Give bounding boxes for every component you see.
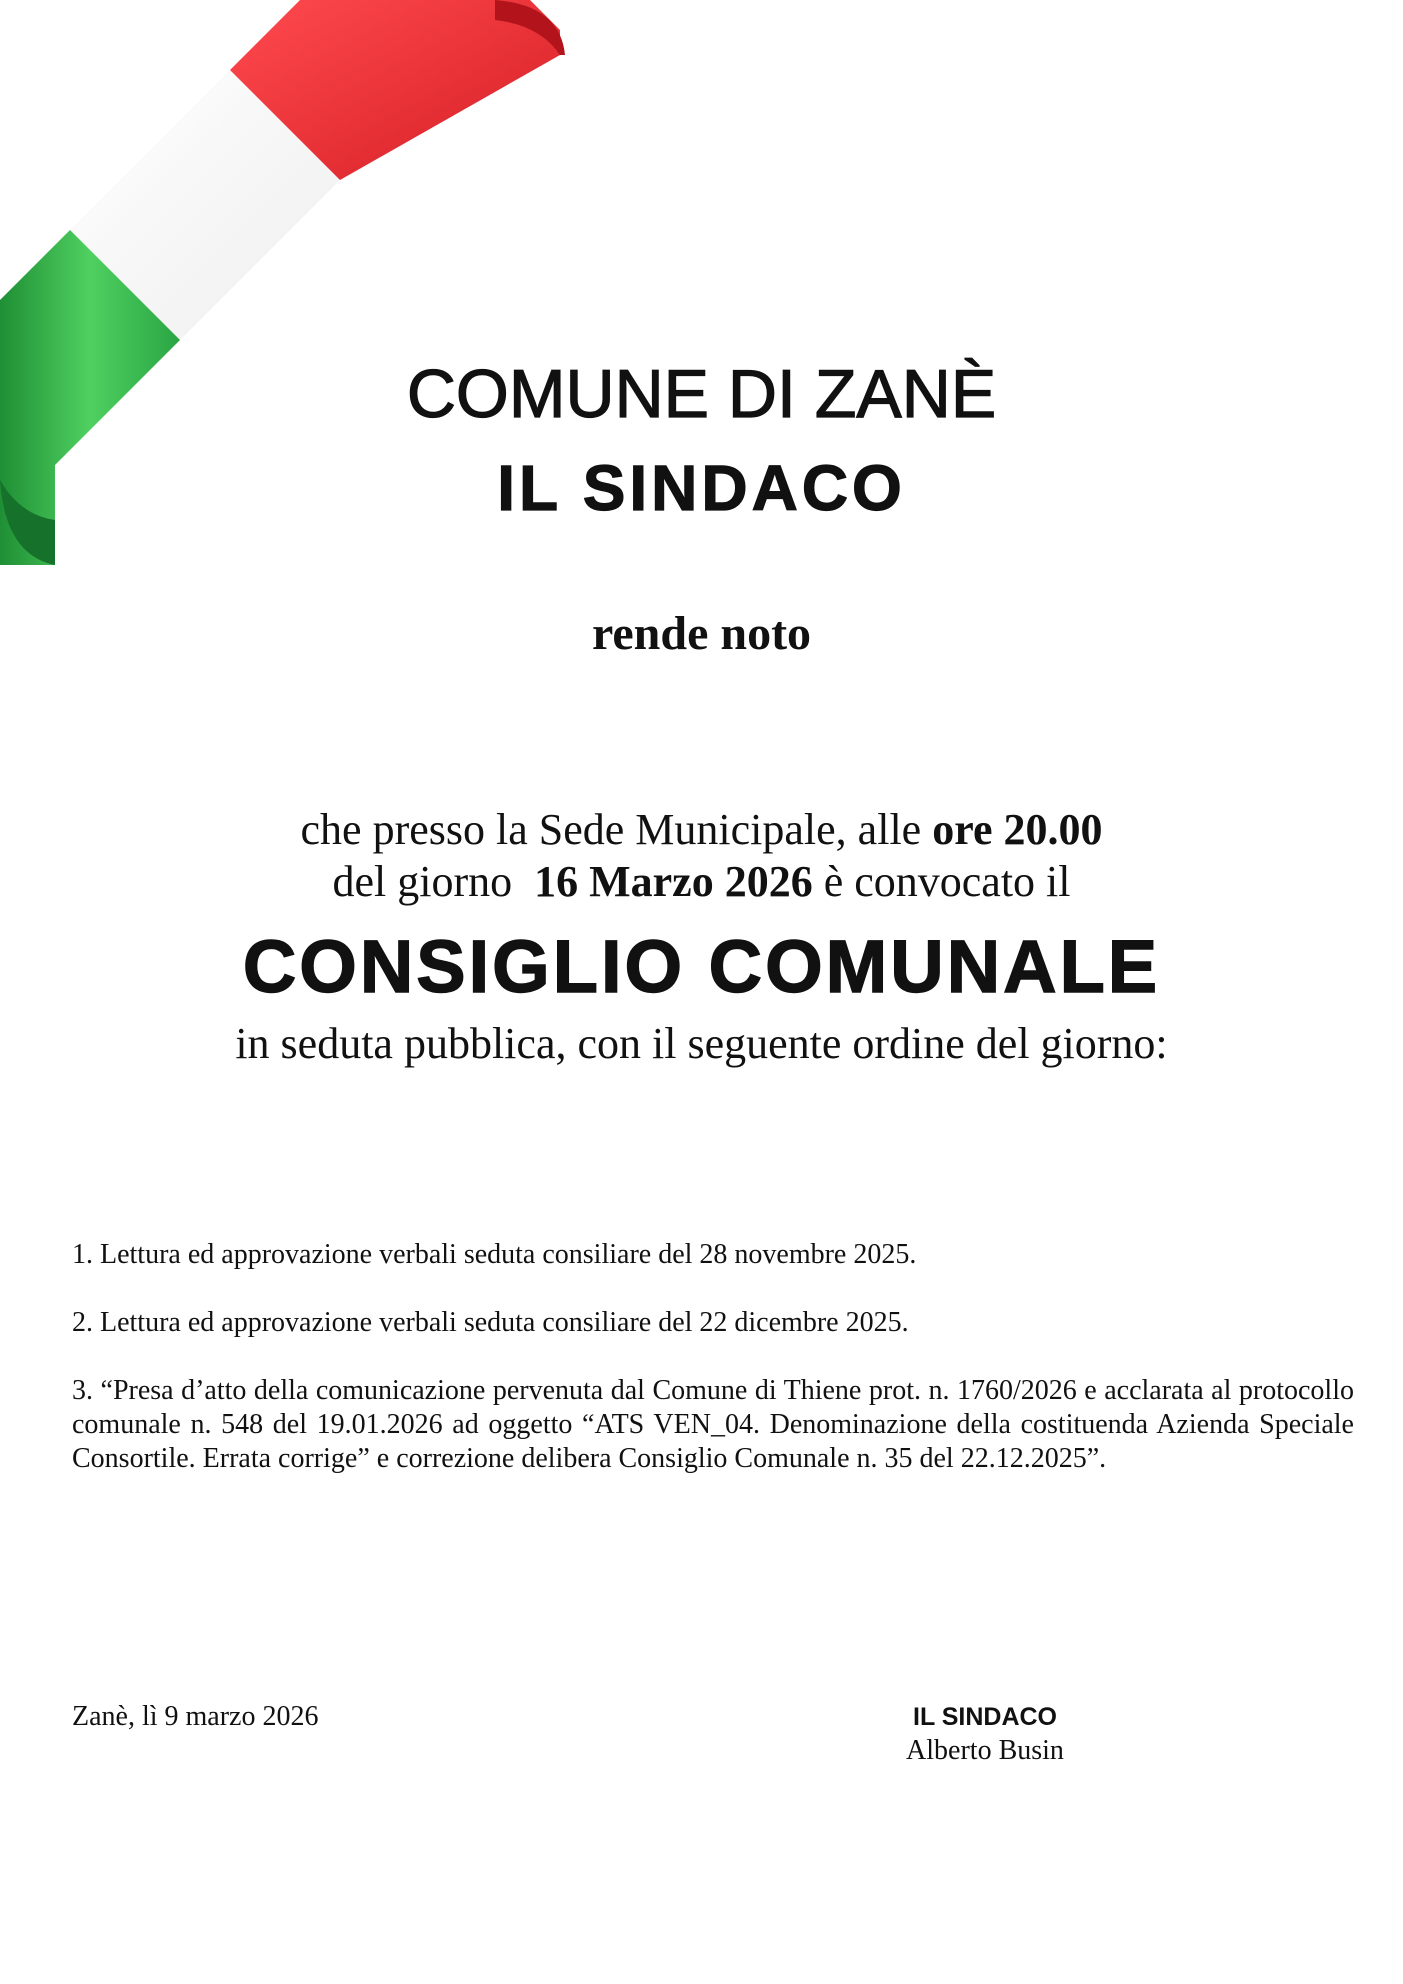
council-title: CONSIGLIO COMUNALE [242,925,1161,1008]
agenda-item: 3. “Presa d’atto della comunicazione pervenuta dal Comune di Thiene prot. n. 1760/2026 e acclarata al protocollo comunale n. 548 del 19.01.2026 ad oggetto “ATS VEN_04. Denominazione della costituenda Azienda Speciale Consortile. Errata corrige” e correzione delibera Consiglio Comunale n. 35 del 22.12.2025”. [72,1375,1354,1474]
signature-block [900,1700,1070,1768]
mayor-title: IL SINDACO [497,452,906,524]
signature-title: IL SINDACO [913,1703,1057,1731]
date-place: Zanè, lì 9 marzo 2026 [72,1701,319,1732]
meeting-place-time: che presso la Sede Municipale, alle ore 20.00 [300,805,1103,854]
signature-name: Alberto Busin [906,1735,1064,1766]
agenda-intro: in seduta pubblica, con il seguente ordine del giorno: [235,1019,1168,1068]
meeting-date: del giorno 16 Marzo 2026 è convocato il [332,857,1071,906]
agenda-item: 2. Lettura ed approvazione verbali seduta consiliare del 22 dicembre 2025. [72,1307,909,1338]
municipality-title: COMUNE DI ZANÈ [406,356,997,432]
agenda-item: 1. Lettura ed approvazione verbali seduta consiliare del 28 novembre 2025. [72,1239,917,1270]
announcement-heading: rende noto [591,607,812,660]
